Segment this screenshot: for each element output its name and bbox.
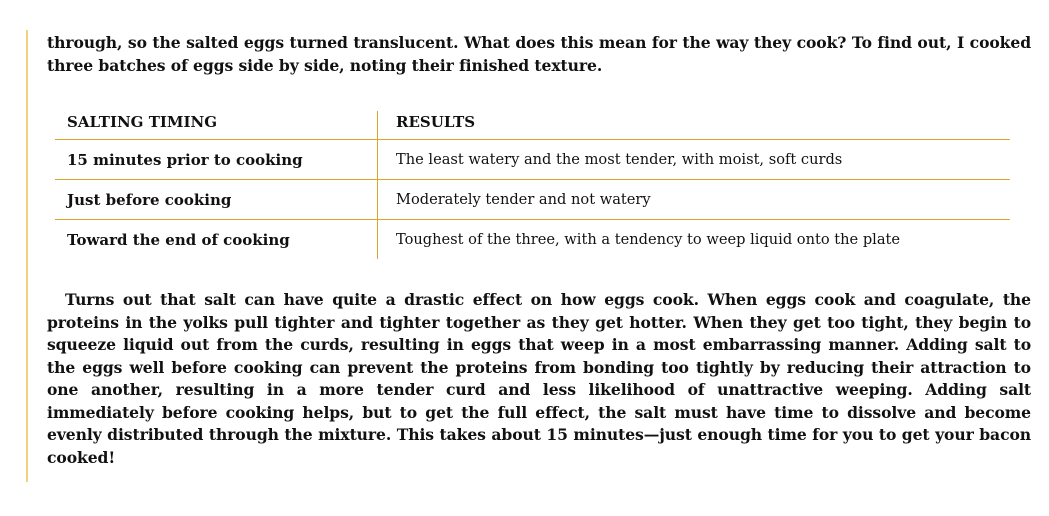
result-cell: The least watery and the most tender, with moist, soft curds — [378, 140, 1011, 180]
result-cell: Moderately tender and not watery — [378, 180, 1011, 220]
table-row — [55, 220, 1010, 260]
timing-cell: Toward the end of cooking — [55, 220, 378, 260]
intro-paragraph: through, so the salted eggs turned translucent. What does this mean for the way they cook? To find out, I cooked three batches of eggs side by side, noting their finished texture. — [47, 33, 1031, 75]
header-results: RESULTS — [378, 111, 1011, 140]
article-content — [47, 32, 1031, 469]
body-paragraph: Turns out that salt can have quite a drastic effect on how eggs cook. When eggs cook and coagulate, the proteins in the yolks pull tighter and tighter together as they get hotter. When they get too tight, they begin to squeeze liquid out from the curds, resulting in eggs that weep in a most embarrassing manner. Adding salt to the eggs well before cooking can prevent the proteins from bonding too tightly by reducing their attraction to one another, resulting in a more tender curd and less likelihood of unattractive weeping. Adding salt immediately before cooking helps, but to get the full effect, the salt must have time to dissolve and become evenly distributed through the mixture. This takes about 15 minutes—just enough time for you to get your bacon cooked! — [47, 290, 1031, 467]
header-salting-timing: SALTING TIMING — [55, 111, 378, 140]
timing-cell: Just before cooking — [55, 180, 378, 220]
timing-cell: 15 minutes prior to cooking — [55, 140, 378, 180]
result-cell: Toughest of the three, with a tendency to weep liquid onto the plate — [396, 231, 901, 248]
margin-rule — [26, 30, 28, 482]
table-header-row — [55, 111, 1010, 140]
table-row — [55, 180, 1010, 220]
table-row — [55, 140, 1010, 180]
salting-results-table — [55, 111, 1010, 259]
